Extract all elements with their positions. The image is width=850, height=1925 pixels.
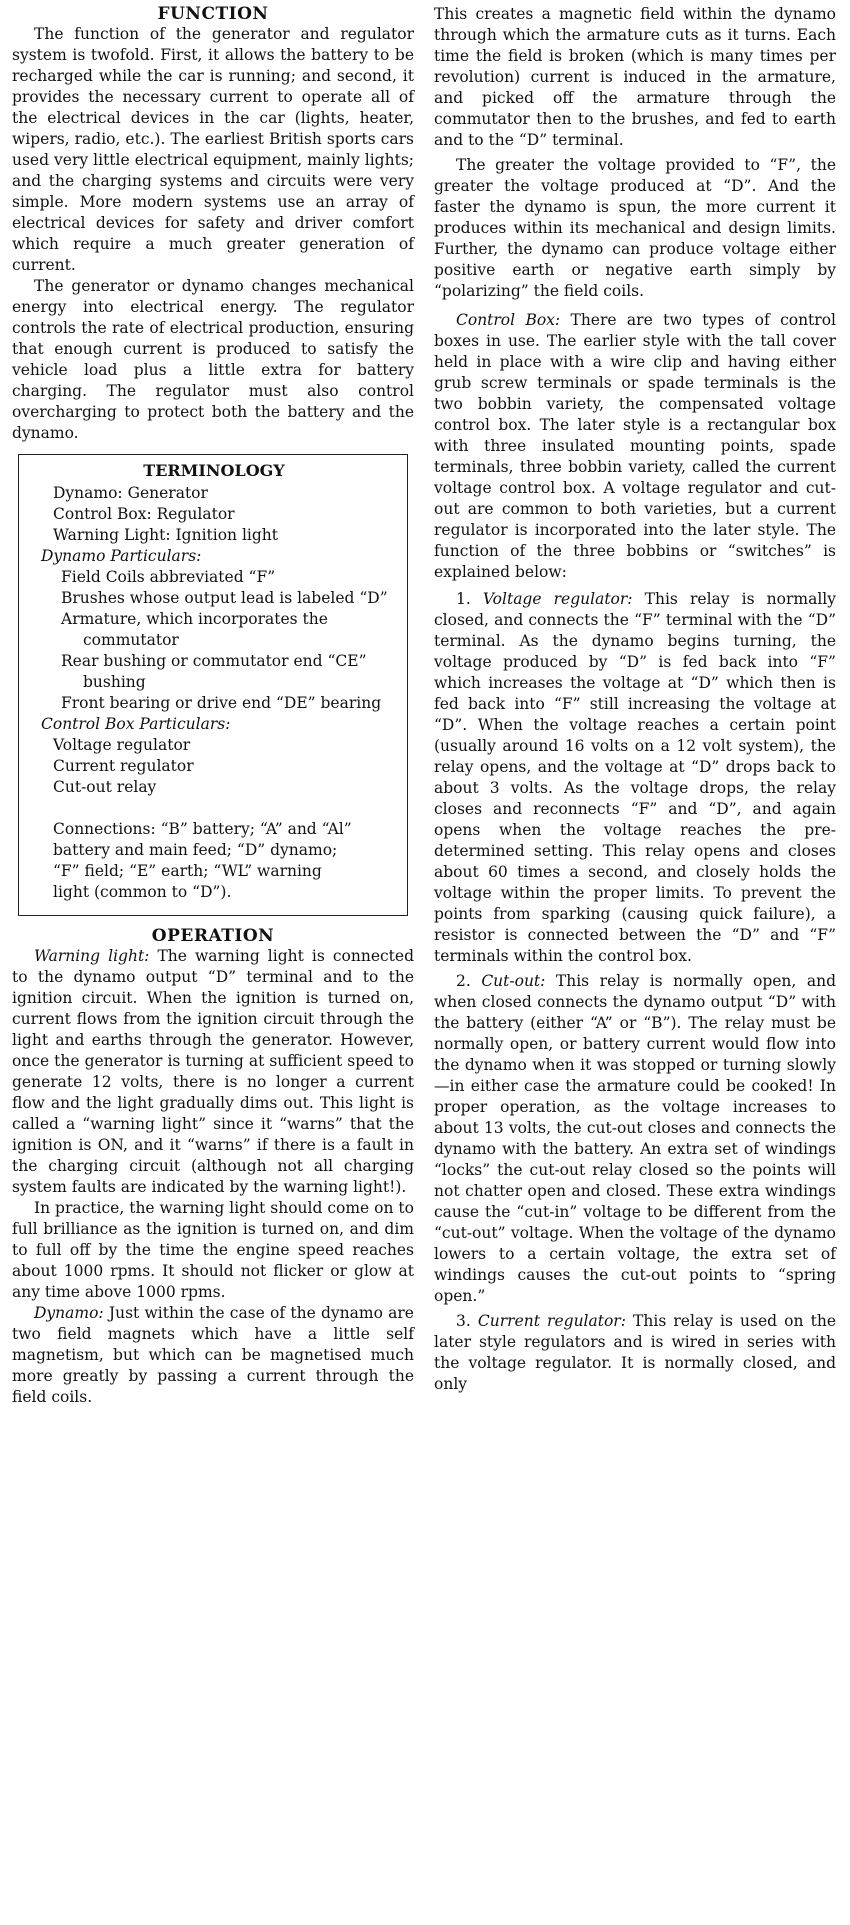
- control-item-voltage-regulator: Voltage regulator: [53, 736, 191, 754]
- function-heading: FUNCTION: [157, 4, 269, 24]
- control-box-label: Control Box:: [456, 311, 561, 329]
- connections-text: Connections: “B” battery; “A” and “Al” battery and main feed; “D” dynamo; “F” field; “E” earth; “WL” warning light (common to “D”).: [53, 820, 352, 901]
- cut-out-label: Cut-out:: [481, 972, 546, 990]
- dynamo-item-armature: Armature, which incorporates the commutator: [61, 610, 328, 649]
- dynamo-paragraph: Dynamo: Just within the case of the dynamo are two field magnets which have a little self magnetism, but which can be magnetised much more greatly by passing a current through the field coils.: [12, 1304, 414, 1406]
- term-dynamo: Dynamo: Generator: [53, 484, 208, 502]
- dynamo-item-field-coils: Field Coils abbreviated “F”: [61, 568, 276, 586]
- control-box-paragraph: Control Box: There are two types of control boxes in use. The earlier style with the tall cover held in place with a wire clip and having either grub screw terminals or spade terminals is the two bobbin variety, the compensated voltage control box. The later style is a rectangular box with three insulated mounting points, spade terminals, three bobbin variety, called the current voltage control box. A voltage regulator and cut-out are common to both varieties, but a current regulator is incorporated into the later style. The function of the three bobbins or “switches” is explained below:: [434, 311, 836, 581]
- voltage-regulator-paragraph: 1. Voltage regulator: This relay is normally closed, and connects the “F” terminal with the “D” terminal. As the dynamo begins turning, the voltage produced by “D” is fed back into “F” which increases the voltage at “D” which then is fed back into “F” still increasing the voltage at “D”. When the voltage reaches a certain point (usually around 16 volts on a 12 volt system), the relay opens, and the voltage at “D” drops back to about 3 volts. As the voltage drops, the relay closes and reconnects “F” and “D”, and again opens when the voltage reaches the pre-determined setting. This relay opens and closes about 60 times a second, and closely holds the voltage within the proper limits. To prevent the points from sparking (causing quick failure), a resistor is connected between the “D” and “F” terminals within the control box.: [434, 590, 836, 965]
- term-warning-light: Warning Light: Ignition light: [53, 526, 278, 544]
- right-paragraph-2: The greater the voltage provided to “F”, the greater the voltage produced at “D”. And the faster the dynamo is spun, the more current it produces within its mechanical and design limits. Further, the dynamo can produce voltage either positive earth or negative earth simply by “polarizing” the field coils.: [434, 156, 836, 300]
- control-item-cut-out-relay: Cut-out relay: [53, 778, 157, 796]
- left-column: [12, 4, 414, 1408]
- current-regulator-paragraph: 3. Current regulator: This relay is used on the later style regulators and is wired in series with the voltage regulator. It is normally closed, and only: [434, 1312, 836, 1393]
- function-paragraph-1: The function of the generator and regulator system is twofold. First, it allows the battery to be recharged while the car is running; and second, it provides the necessary current to operate all of the electrical devices in the car (lights, heater, wipers, radio, etc.). The earliest British sports cars used very little electrical equipment, mainly lights; and the charging systems and circuits were very simple. More modern systems use an array of electrical devices for safety and driver comfort which require a much greater generation of current.: [12, 25, 414, 274]
- current-regulator-label: Current regulator:: [477, 1312, 626, 1330]
- dynamo-item-brushes: Brushes whose output lead is labeled “D”: [61, 589, 388, 607]
- right-paragraph-1: This creates a magnetic field within the dynamo through which the armature cuts as it turns. Each time the field is broken (which is many times per revolution) current is induced in the armature, and picked off the armature through the commutator then to the brushes, and fed to earth and to the “D” terminal.: [434, 5, 836, 149]
- right-column: [434, 4, 836, 1395]
- dynamo-item-rear-bushing: Rear bushing or commutator end “CE” bushing: [61, 652, 367, 691]
- terminology-box: [18, 454, 408, 916]
- dynamo-particulars-heading: Dynamo Particulars:: [41, 547, 202, 565]
- warning-light-label: Warning light:: [34, 947, 150, 965]
- warning-light-paragraph: Warning light: The warning light is connected to the dynamo output “D” terminal and to the ignition circuit. When the ignition is turned on, current flows from the ignition circuit through the light and earths through the generator. However, once the generator is turning at sufficient speed to generate 12 volts, there is no longer a current flow and the light gradually dims out. This light is called a “warning light” since it “warns” that the ignition is ON, and it “warns” if there is a fault in the charging circuit (although not all charging system faults are indicated by the warning light!).: [12, 947, 414, 1196]
- operation-heading: OPERATION: [151, 926, 275, 946]
- cut-out-paragraph: 2. Cut-out: This relay is normally open, and when closed connects the dynamo output “D” with the battery (either “A” or “B”). The relay must be normally open, or battery current would flow into the dynamo when it was stopped or turning slowly—in either case the armature could be cooked! In proper operation, as the voltage increases to about 13 volts, the cut-out closes and connects the dynamo with the battery. An extra set of windings “locks” the cut-out relay closed so the points will not chatter open and closed. These extra windings cause the “cut-in” voltage to be different from the “cut-out” voltage. When the voltage of the dynamo lowers to a certain voltage, the extra set of windings causes the cut-out points to “spring open.”: [434, 972, 836, 1305]
- practice-paragraph: In practice, the warning light should come on to full brilliance as the ignition is turned on, and dim to full off by the time the engine speed reaches about 1000 rpms. It should not flicker or glow at any time above 1000 rpms.: [12, 1199, 414, 1301]
- control-box-particulars-heading: Control Box Particulars:: [41, 715, 231, 733]
- voltage-regulator-label: Voltage regulator:: [482, 590, 633, 608]
- control-item-current-regulator: Current regulator: [53, 757, 194, 775]
- dynamo-item-front-bearing: Front bearing or drive end “DE” bearing: [61, 694, 382, 712]
- term-control-box: Control Box: Regulator: [53, 505, 235, 523]
- terminology-heading: TERMINOLOGY: [143, 461, 285, 480]
- dynamo-label: Dynamo:: [34, 1304, 104, 1322]
- function-paragraph-2: The generator or dynamo changes mechanical energy into electrical energy. The regulator controls the rate of electrical production, ensuring that enough current is produced to satisfy the vehicle load plus a little extra for battery charging. The regulator must also control overcharging to protect both the battery and the dynamo.: [12, 277, 414, 442]
